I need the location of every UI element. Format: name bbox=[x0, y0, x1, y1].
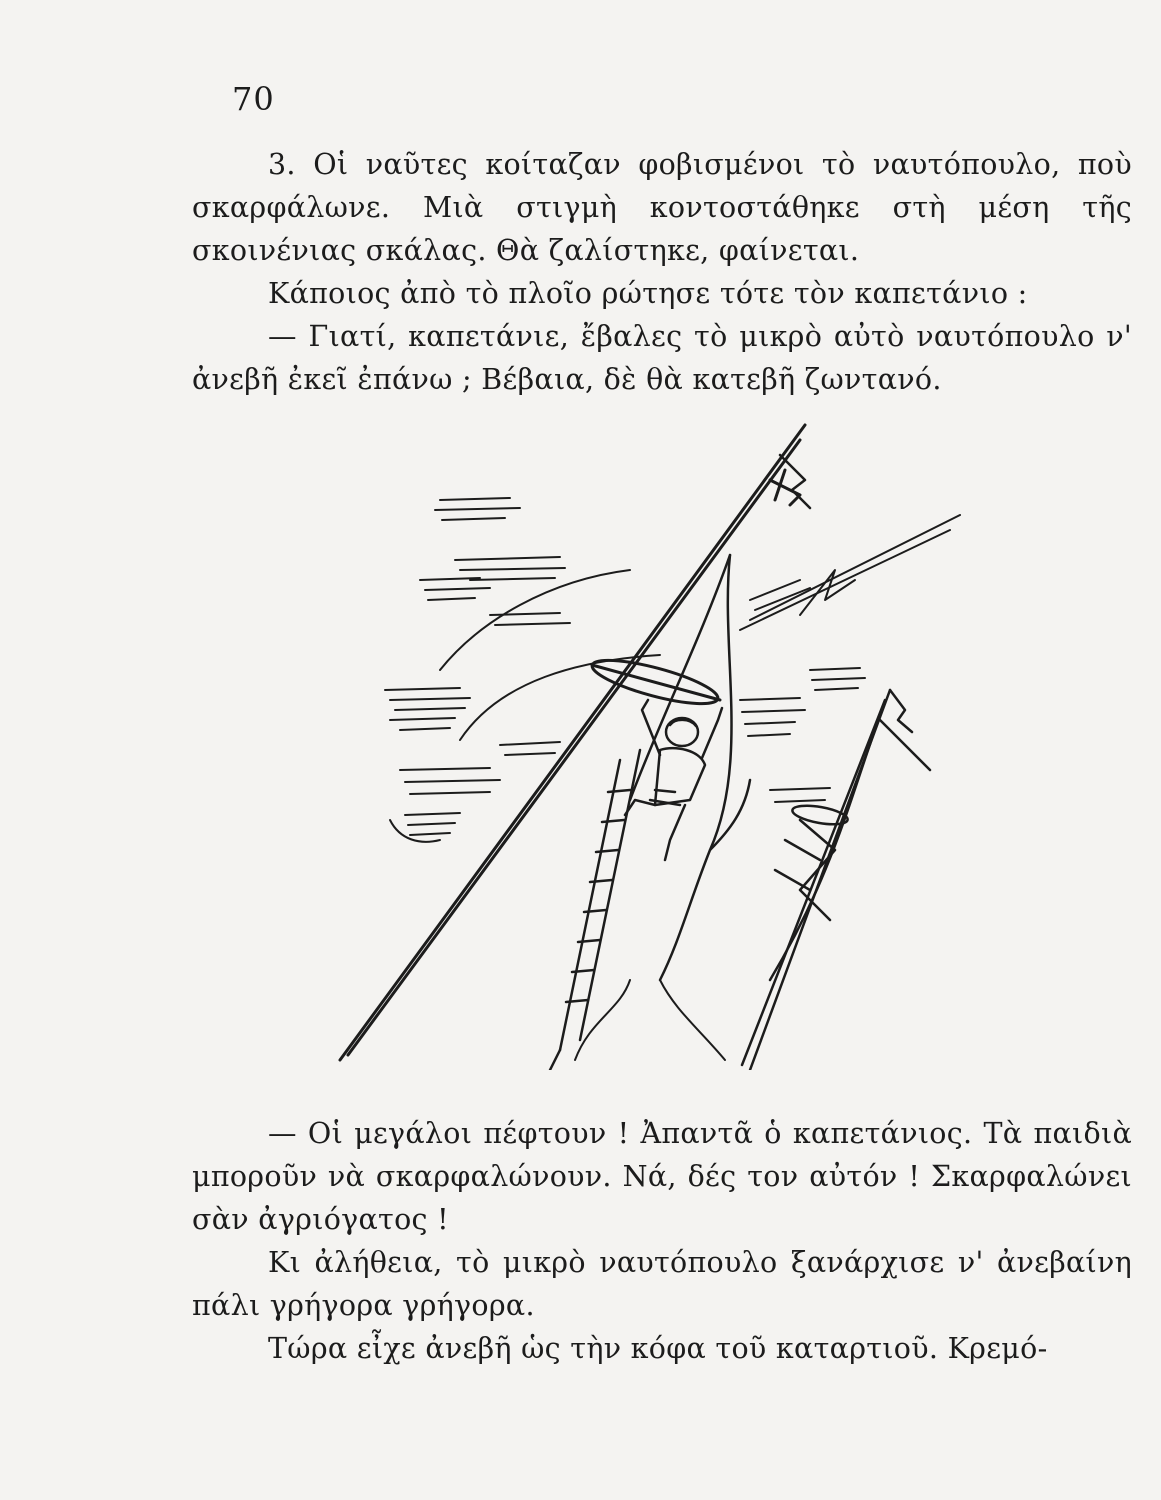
main-mast bbox=[340, 425, 805, 1060]
sail bbox=[630, 555, 750, 980]
boy-figure bbox=[625, 700, 722, 860]
top-text-block bbox=[192, 143, 1132, 401]
paragraph: 3. Οἱ ναῦτες κοίταζαν φοβισμένοι τὸ ναυτόπουλο, ποὺ σκαρφάλωνε. Μιὰ στιγμὴ κοντοστάθηκε στὴ μέση τῆς σκοινένιας σκάλας. Θὰ ζαλίστηκε, φαίνεται. bbox=[192, 148, 1132, 267]
crows-nest bbox=[589, 652, 722, 713]
paragraph: Κι ἀλήθεια, τὸ μικρὸ ναυτόπουλο ξανάρχισε ν' ἀνεβαίνη πάλι γρήγορα γρήγορα. bbox=[192, 1246, 1132, 1322]
paragraph: — Γιατί, καπετάνιε, ἔβαλες τὸ μικρὸ αὐτὸ ναυτόπουλο ν' ἀνεβῆ ἐκεῖ ἐπάνω ; Βέβαια, δὲ θὰ κατεβῆ ζωντανό. bbox=[192, 320, 1132, 396]
base-strokes bbox=[390, 820, 725, 1060]
paragraph: Τώρα εἶχε ἀνεβῆ ὡς τὴν κόφα τοῦ καταρτιοῦ. Κρεμό- bbox=[268, 1332, 1048, 1365]
paragraph: Κάποιος ἀπὸ τὸ πλοῖο ρώτησε τότε τὸν καπετάνιο : bbox=[268, 277, 1028, 310]
bottom-text-block bbox=[192, 1112, 1132, 1370]
second-mast bbox=[742, 690, 930, 1070]
paragraph: — Οἱ μεγάλοι πέφτουν ! Ἀπαντᾶ ὁ καπετάνιος. Τὰ παιδιὰ μποροῦν νὰ σκαρφαλώνουν. Νά, δές τον αὐτόν ! Σκαρφαλώνει σὰν ἀγριόγατος ! bbox=[192, 1117, 1132, 1236]
mast-climbing-illustration bbox=[330, 420, 990, 1070]
rope-ladder bbox=[550, 750, 640, 1070]
page-number: 70 bbox=[232, 80, 275, 118]
